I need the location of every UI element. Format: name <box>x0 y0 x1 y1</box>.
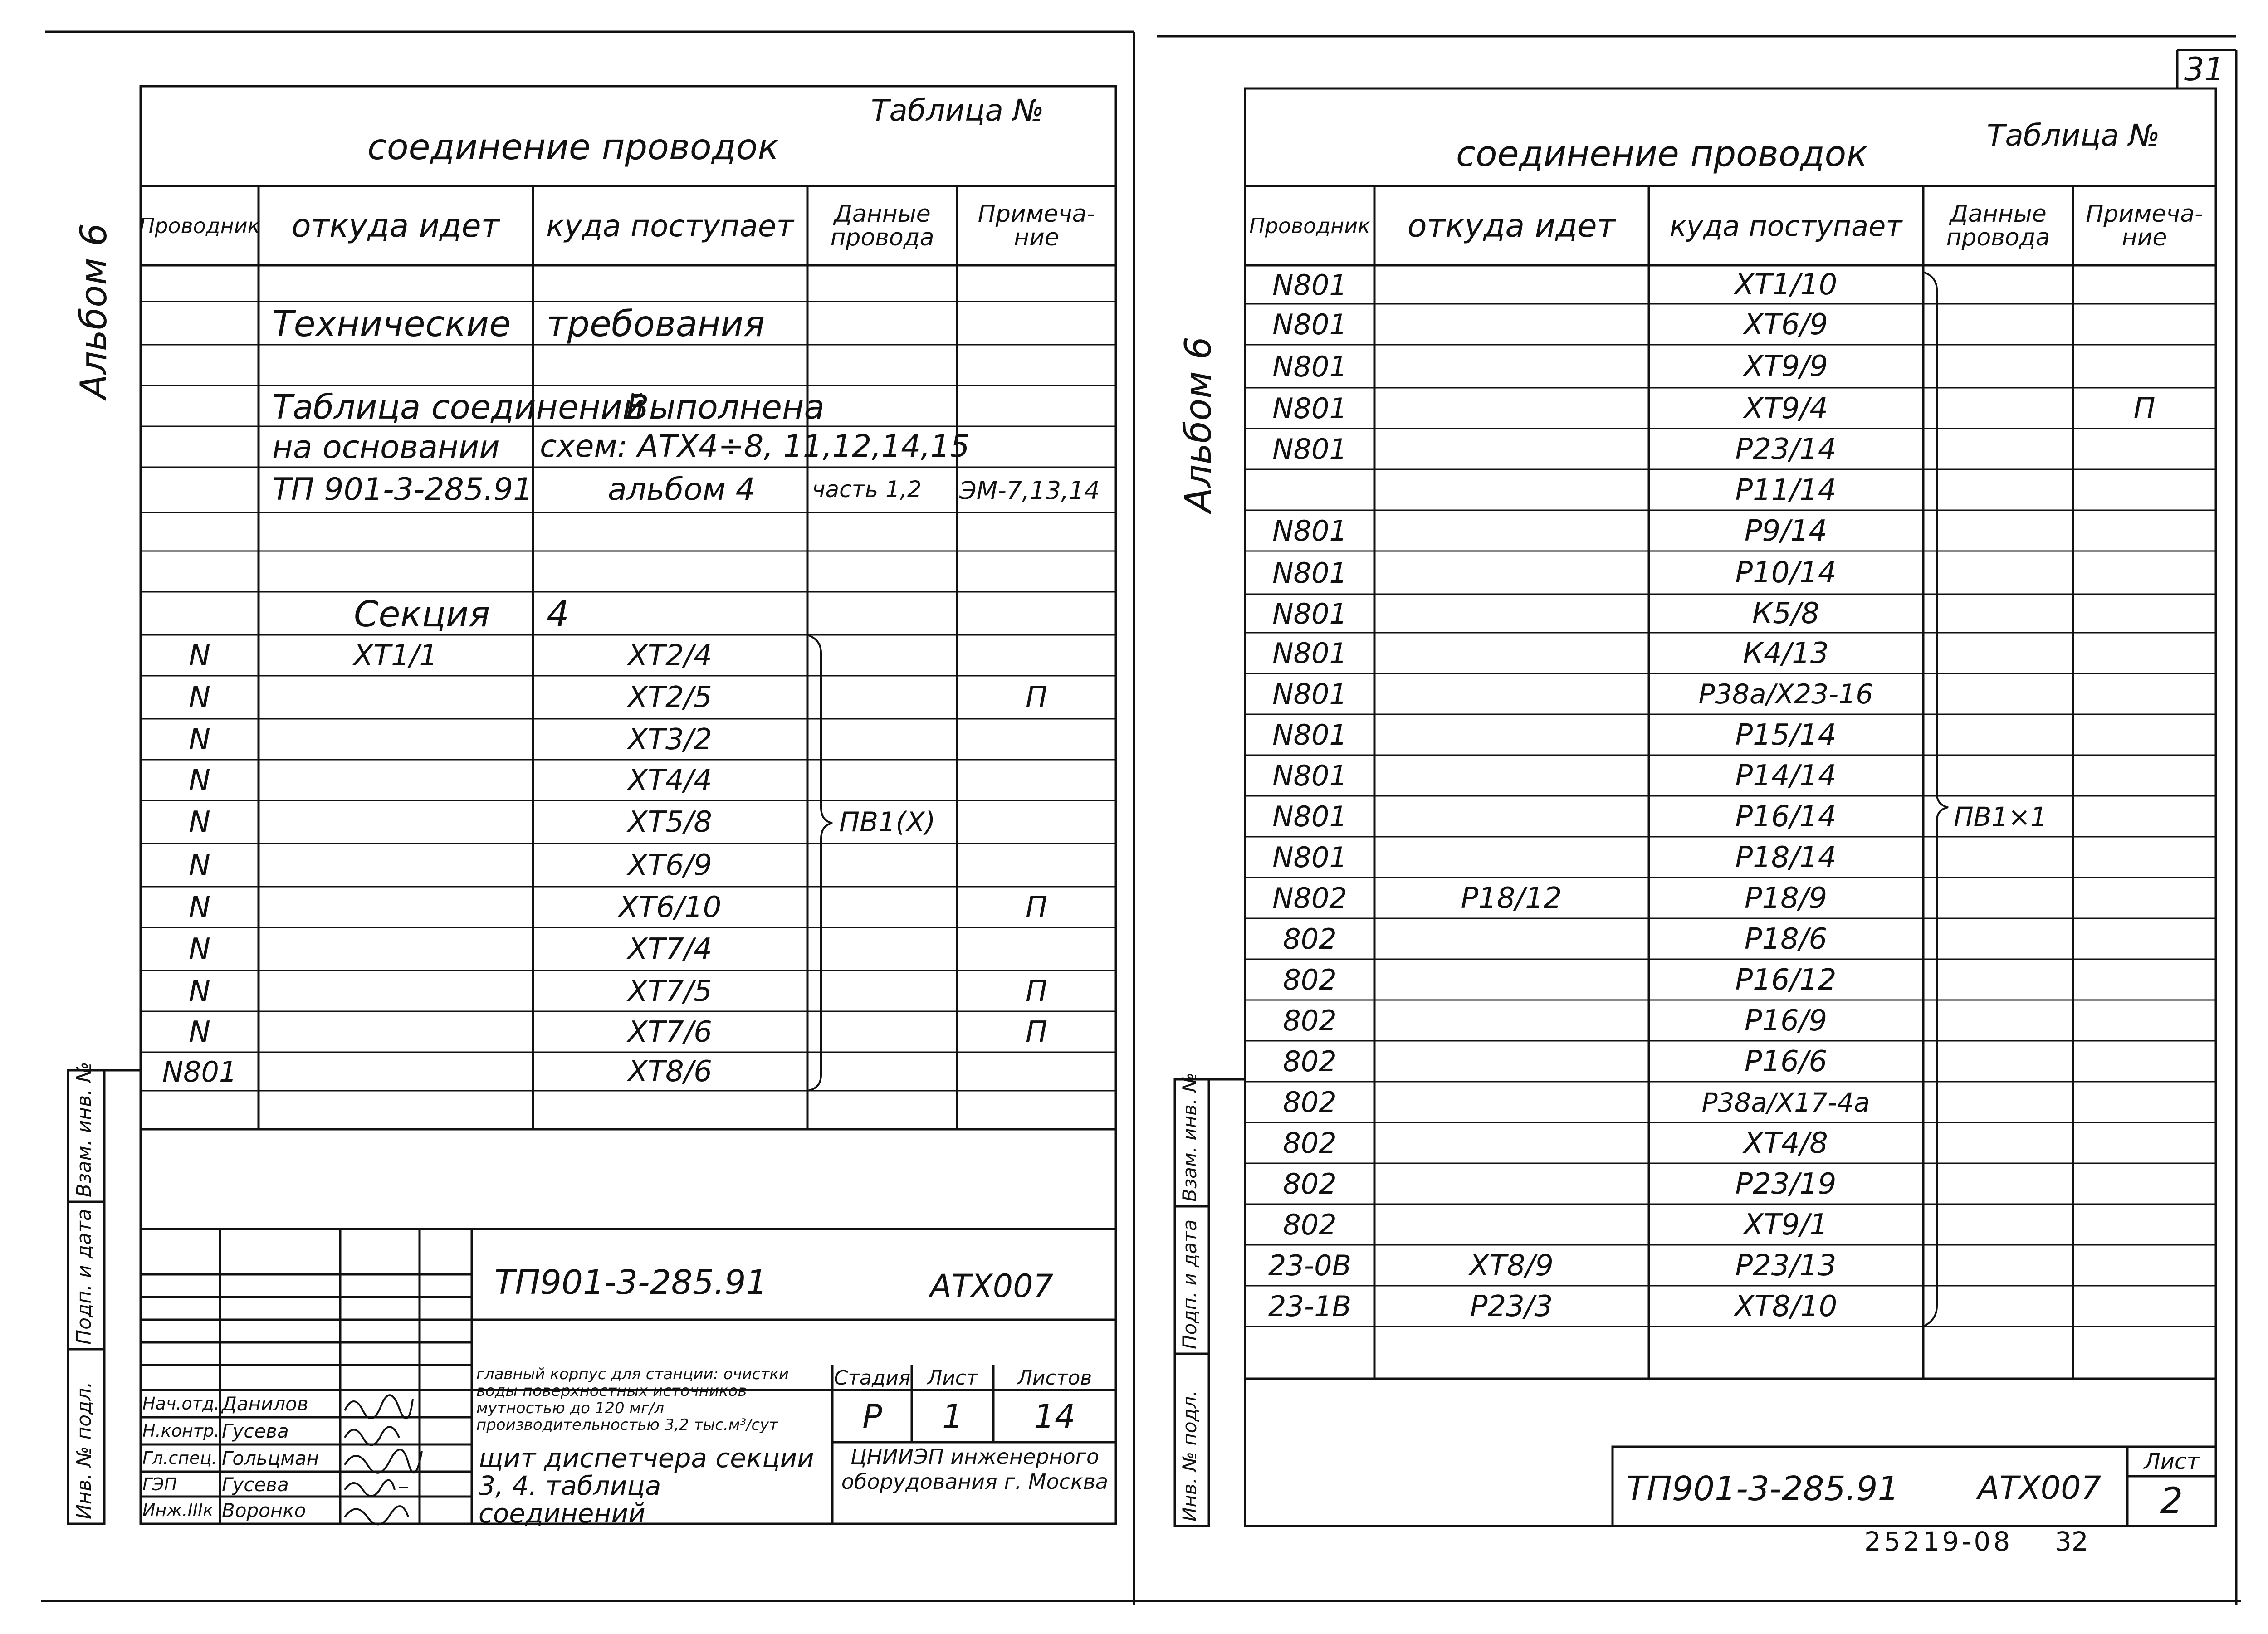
table-row-to: Р15/14 <box>1735 718 1837 752</box>
table-row-from: Р18/12 <box>1461 881 1562 915</box>
table-row-note: П <box>2133 391 2156 425</box>
side-label-inv: Инв. № подл. <box>1178 1390 1201 1522</box>
bottom-code: 25219-08 <box>1864 1526 2013 1557</box>
header-wire: Проводник <box>1249 214 1370 238</box>
table-row-wire: N801 <box>162 1055 237 1088</box>
stamp-stage: Р <box>862 1397 882 1435</box>
table-row-to: XT9/4 <box>1744 391 1828 425</box>
wire-data: ПВ1×1 <box>1954 801 2047 832</box>
table-row-to: XT8/6 <box>628 1055 712 1088</box>
stamp-role: Нач.отд. <box>142 1394 220 1414</box>
section-label: Секция <box>354 594 490 635</box>
stamp-stage-label: Стадия <box>834 1366 911 1390</box>
stamp-doc-code: ТП901-3-285.91 <box>494 1263 767 1302</box>
table-row-to: Р23/13 <box>1735 1249 1837 1283</box>
note-table: Таблица соединений <box>272 388 645 427</box>
table-row-note: П <box>1025 1015 1048 1049</box>
note-basis: на основании <box>272 429 500 466</box>
table-row-to: Р18/9 <box>1744 881 1828 915</box>
table-row-wire: 802 <box>1283 922 1337 956</box>
table-label: Таблица № <box>1987 118 2160 153</box>
stamp-role: Инж.IIIк <box>142 1500 214 1520</box>
table-row-to: XT9/9 <box>1744 350 1828 383</box>
table-row-to: Р38а/Х23-16 <box>1698 678 1873 710</box>
table-row-to: XT4/8 <box>1744 1126 1828 1160</box>
stamp-sheets: 14 <box>1034 1397 1075 1435</box>
table-row-wire: N801 <box>1272 637 1347 670</box>
table-row-wire: N801 <box>1272 597 1347 630</box>
stamp-doc-code: ТП901-3-285.91 <box>1626 1469 1899 1508</box>
side-label-replace: Взам. инв. № <box>73 1062 96 1197</box>
table-row-wire: 802 <box>1283 1167 1337 1200</box>
table-row-wire: 802 <box>1283 963 1337 996</box>
table-row-to: Р16/9 <box>1744 1004 1828 1038</box>
album-label: Альбом 6 <box>73 223 115 399</box>
table-row-wire: N <box>189 932 210 966</box>
table-row-to: Р23/19 <box>1735 1167 1837 1201</box>
header-to: куда поступает <box>1669 209 1902 243</box>
table-row-wire: N801 <box>1272 433 1347 466</box>
header-to: куда поступает <box>546 208 794 244</box>
page-number: 31 <box>2184 51 2225 88</box>
table-row-note: П <box>1025 890 1048 924</box>
side-label-sign: Подп. и дата <box>73 1209 96 1345</box>
header-note: Примеча-ние <box>978 200 1095 251</box>
table-row-to: Р16/6 <box>1744 1044 1828 1078</box>
header-from: откуда идет <box>291 207 500 244</box>
table-row-to: Р18/6 <box>1744 922 1828 956</box>
table-row-wire: N <box>189 1015 210 1049</box>
table-row-wire: N801 <box>1272 841 1347 874</box>
table-row-note: П <box>1025 681 1048 714</box>
table-title: соединение проводок <box>367 127 779 168</box>
table-row-to: Р38а/Х17-4а <box>1701 1087 1870 1118</box>
stamp-sheets-label: Листов <box>1017 1366 1092 1390</box>
bottom-page: 32 <box>2055 1526 2088 1557</box>
table-row-wire: N801 <box>1272 514 1347 547</box>
table-row-to: Р11/14 <box>1735 473 1837 507</box>
table-row-from: Р23/3 <box>1470 1289 1553 1323</box>
header-data: Данные провода <box>830 200 934 251</box>
note-schemes: схем: АТХ4÷8, 11,12,14,15 <box>540 429 970 464</box>
table-row-wire: 802 <box>1283 1045 1337 1078</box>
table-row-to: XT2/5 <box>628 681 712 714</box>
table-row-wire: N <box>189 722 210 756</box>
table-row-to: XT9/1 <box>1744 1208 1828 1242</box>
note-album: альбом 4 <box>608 472 755 507</box>
table-row-to: XT8/10 <box>1734 1289 1838 1323</box>
table-row-wire: N801 <box>1272 718 1347 751</box>
table-row-wire: 802 <box>1283 1004 1337 1037</box>
table-row-to: Р9/14 <box>1744 514 1828 548</box>
album-label: Альбом 6 <box>1177 337 1219 512</box>
table-row-to: Р23/14 <box>1735 432 1837 466</box>
table-row-wire: N801 <box>1272 268 1347 302</box>
section-number: 4 <box>547 594 569 635</box>
table-row-to: XT7/4 <box>628 932 712 966</box>
note-requirements: требования <box>547 304 765 345</box>
side-label-replace: Взам. инв. № <box>1178 1072 1201 1202</box>
table-row-wire: N801 <box>1272 556 1347 590</box>
table-title: соединение проводок <box>1456 134 1868 175</box>
table-row-wire: N802 <box>1272 882 1347 915</box>
table-row-to: К4/13 <box>1743 636 1829 670</box>
stamp-sheet-label: Лист <box>2144 1449 2200 1474</box>
header-data: Данные провода <box>1946 200 2050 251</box>
stamp-role: ГЭП <box>142 1474 177 1494</box>
table-row-to: Р14/14 <box>1735 759 1837 793</box>
table-row-to: Р16/14 <box>1735 800 1837 834</box>
table-row-wire: 802 <box>1283 1208 1337 1241</box>
table-row-wire: 23-1В <box>1268 1290 1352 1323</box>
table-row-wire: N801 <box>1272 308 1347 341</box>
stamp-sheet: 1 <box>942 1397 963 1435</box>
table-row-wire: N801 <box>1272 678 1347 711</box>
stamp-sheet-label: Лист <box>927 1366 978 1390</box>
table-row-to: XT6/9 <box>1744 307 1828 341</box>
table-row-from: XT1/1 <box>353 639 438 673</box>
stamp-role: Н.контр. <box>142 1421 220 1441</box>
side-label-inv: Инв. № подл. <box>73 1381 96 1519</box>
stamp-org: ЦНИИЭП инженерного оборудования г. Москва <box>841 1444 1109 1494</box>
table-row-to: XT1/10 <box>1734 268 1838 302</box>
table-row-wire: N <box>189 849 210 882</box>
table-row-wire: N <box>189 805 210 839</box>
table-row-to: XT7/6 <box>628 1015 712 1049</box>
note-done: Выполнена <box>626 388 825 427</box>
table-row-to: XT2/4 <box>628 639 712 673</box>
stamp-name: Данилов <box>222 1392 308 1415</box>
header-from: откуда идет <box>1407 207 1616 244</box>
header-note: Примеча-ние <box>2086 200 2203 251</box>
table-row-to: XT5/8 <box>628 805 712 839</box>
table-row-wire: N <box>189 681 210 714</box>
stamp-role: Гл.спец. <box>142 1448 217 1468</box>
stamp-drawing-title: щит диспетчера секции 3, 4. таблица соединений <box>479 1443 814 1529</box>
stamp-name: Гусева <box>222 1419 289 1442</box>
header-wire: Проводник <box>139 214 260 238</box>
stamp-name: Гусева <box>222 1473 289 1496</box>
table-row-wire: N801 <box>1272 759 1347 792</box>
table-label: Таблица № <box>871 93 1044 128</box>
table-row-to: Р18/14 <box>1735 840 1837 874</box>
stamp-name: Гольцман <box>222 1447 319 1469</box>
table-row-wire: N <box>189 890 210 924</box>
table-row-wire: N801 <box>1272 800 1347 833</box>
table-row-wire: 802 <box>1283 1127 1337 1160</box>
table-row-to: К5/8 <box>1752 597 1820 630</box>
table-row-wire: N <box>189 763 210 797</box>
table-row-from: XT8/9 <box>1469 1249 1554 1283</box>
table-row-to: XT4/4 <box>628 763 712 797</box>
table-row-wire: 23-0В <box>1268 1249 1352 1282</box>
side-label-sign: Подп. и дата <box>1178 1219 1201 1349</box>
table-row-wire: N <box>189 639 210 673</box>
stamp-sheet-code: АТХ007 <box>1978 1469 2102 1507</box>
table-row-wire: N801 <box>1272 392 1347 425</box>
table-row-to: XT6/10 <box>618 890 722 924</box>
stamp-name: Воронко <box>222 1499 306 1522</box>
wire-data: ПВ1(Х) <box>839 806 936 838</box>
table-row-to: XT7/5 <box>628 974 712 1008</box>
note-technical: Технические <box>272 304 511 345</box>
table-row-wire: 802 <box>1283 1086 1337 1119</box>
table-row-wire: N801 <box>1272 350 1347 383</box>
note-part: часть 1,2 <box>812 476 922 502</box>
note-doc: ТП 901-3-285.91 <box>272 472 533 507</box>
table-row-note: П <box>1025 974 1048 1008</box>
stamp-object-desc: главный корпус для станции: очистки воды поверхностных источников мутностью до 120 мг/л производительностью 3,2 тыс.м³/сут <box>476 1365 789 1434</box>
table-row-to: Р16/12 <box>1735 963 1837 997</box>
stamp-sheet: 2 <box>2160 1481 2183 1522</box>
table-row-to: XT6/9 <box>628 849 712 882</box>
stamp-sheet-code: АТХ007 <box>930 1268 1054 1305</box>
table-row-to: XT3/2 <box>628 722 712 756</box>
note-em: ЭМ-7,13,14 <box>959 476 1100 505</box>
table-row-to: Р10/14 <box>1735 556 1837 590</box>
table-row-wire: N <box>189 974 210 1008</box>
